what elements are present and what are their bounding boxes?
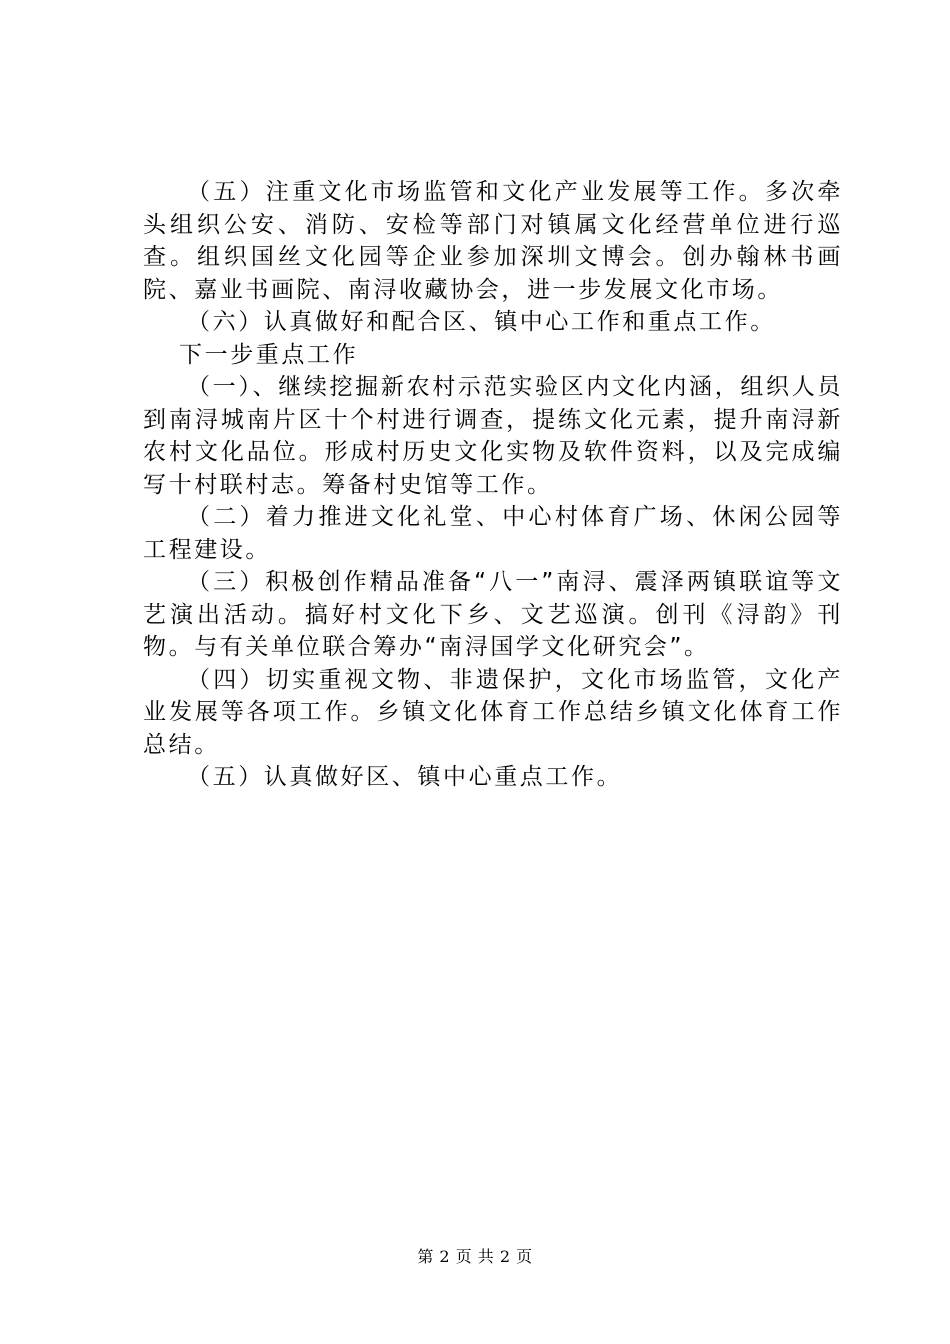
paragraph-next-step-5: （五）认真做好区、镇中心重点工作。 (187, 764, 623, 790)
paragraph-next-step-3: （三）积极创作精品准备“八一”南浔、震泽两镇联谊等文艺演出活动。搞好村文化下乡、文艺巡演。创刊《浔韵》刊物。与有关单位联合筹办“南浔国学文化研究会”。 (143, 569, 843, 660)
paragraph-item-5: （五）注重文化市场监管和文化产业发展等工作。多次牵头组织公安、消防、安检等部门对镇属文化经营单位进行巡查。组织国丝文化园等企业参加深圳文博会。创办翰林书画院、嘉业书画院、南浔收藏协会，进一步发展文化市场。 (143, 179, 843, 303)
document-body (143, 176, 843, 794)
section-heading-next-steps: 下一步重点工作 (179, 341, 359, 368)
paragraph-next-step-2: （二）着力推进文化礼堂、中心村体育广场、休闲公园等工程建设。 (143, 504, 843, 563)
page-number-footer: 第 2 页 共 2 页 (417, 1247, 533, 1266)
paragraph-item-6: （六）认真做好和配合区、镇中心工作和重点工作。 (187, 309, 776, 335)
paragraph-next-step-4: （四）切实重视文物、非遗保护，文化市场监管，文化产业发展等各项工作。乡镇文化体育工作总结乡镇文化体育工作总结。 (143, 666, 843, 758)
paragraph-next-step-1: （一）、继续挖掘新农村示范实验区内文化内涵，组织人员到南浔城南片区十个村进行调查，提练文化元素，提升南浔新农村文化品位。形成村历史文化实物及软件资料，以及完成编写十村联村志。筹备村史馆等工作。 (143, 374, 843, 498)
